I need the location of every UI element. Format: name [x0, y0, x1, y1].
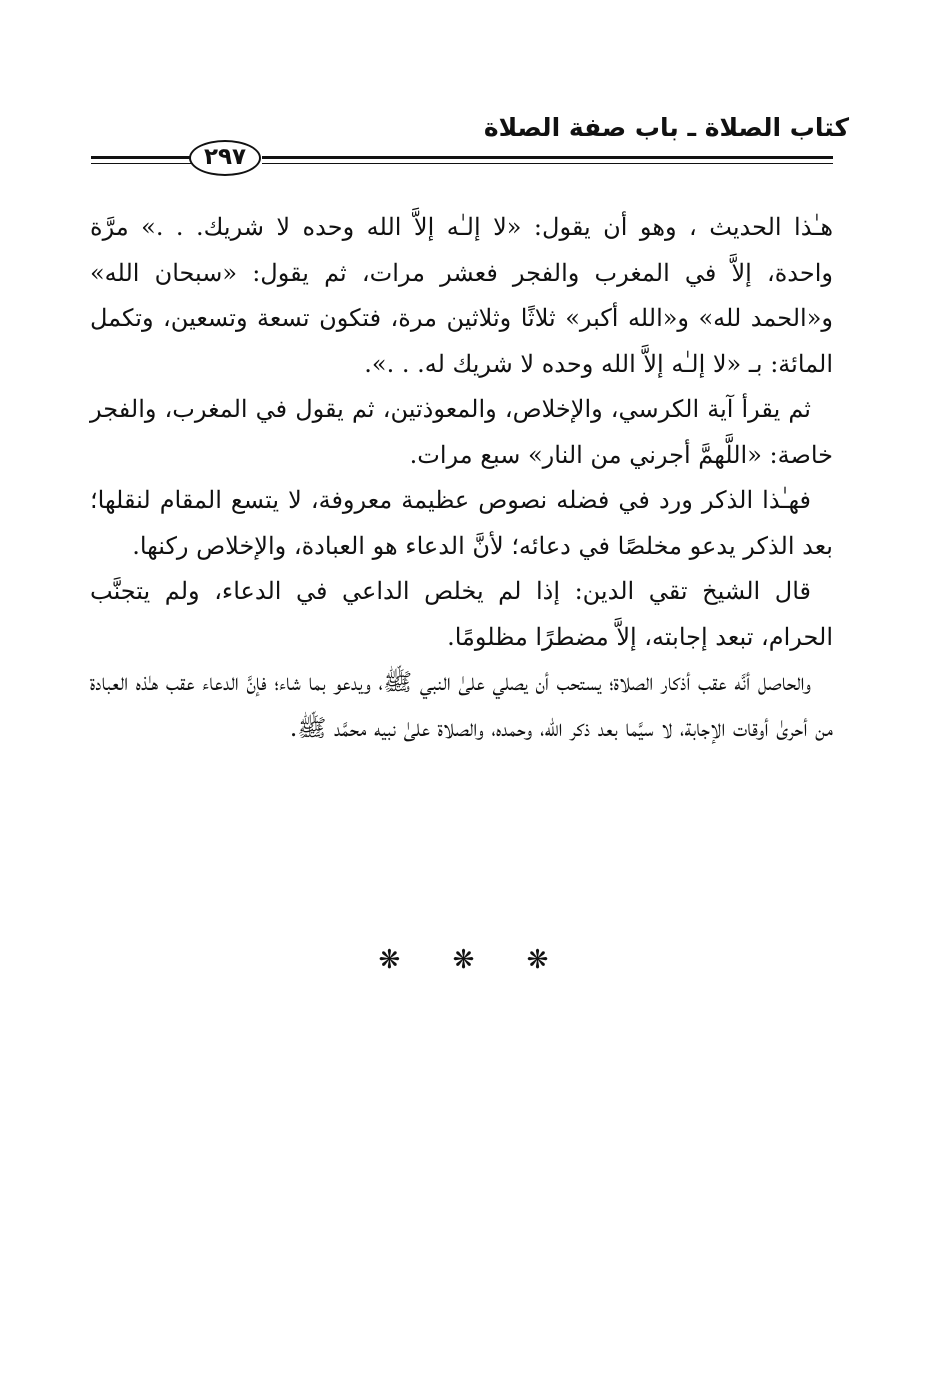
section-separator-asterisks: ❋ ❋ ❋: [378, 945, 571, 975]
body-text: [90, 205, 833, 751]
paragraph: والحاصل أنَّه عقب أذكار الصلاة؛ يستحب أن يصلي علىٰ النبي ﷺ، ويدعو بما شاء؛ فإنَّ الدعاء عقب هـٰذه العبادة من أحرىٰ أوقات الإجابة، لا سيَّما بعد ذكر الله، وحمده، والصلاة علىٰ نبيه محمَّد ﷺ.: [90, 668, 833, 742]
page-number: ٢٩٧: [189, 140, 261, 176]
running-header-title: كتاب الصلاة ـ باب صفة الصلاة: [483, 113, 849, 142]
paragraph: فهـٰذا الذكر ورد في فضله نصوص عظيمة معروفة، لا يتسع المقام لنقلها؛ بعد الذكر يدعو مخلصًا في دعائه؛ لأنَّ الدعاء هو العبادة، والإخلاص ركنها.: [90, 486, 833, 560]
paragraph: ثم يقرأ آية الكرسي، والإخلاص، والمعوذتين، ثم يقول في المغرب، والفجر خاصة: «اللَّهمَّ أجرني من النار» سبع مرات.: [90, 395, 833, 469]
header-rule-left: [91, 156, 191, 159]
header-rule-right: [262, 156, 833, 159]
paragraph: قال الشيخ تقي الدين: إذا لم يخلص الداعي في الدعاء، ولم يتجنَّب الحرام، تبعد إجابته، إلاَّ مضطرًا مظلومًا.: [90, 577, 833, 651]
paragraph: هـٰذا الحديث ، وهو أن يقول: «لا إلـٰه إلاَّ الله وحده لا شريك. . .» مرَّة واحدة، إلاَّ في المغرب والفجر فعشر مرات، ثم يقول: «سبحان الله» و«الحمد لله» و«الله أكبر» ثلاثًا وثلاثين مرة، فتكون تسعة وتسعين، وتكمل المائة: بـ «لا إلـٰه إلاَّ الله وحده لا شريك له. . .».: [90, 213, 833, 378]
